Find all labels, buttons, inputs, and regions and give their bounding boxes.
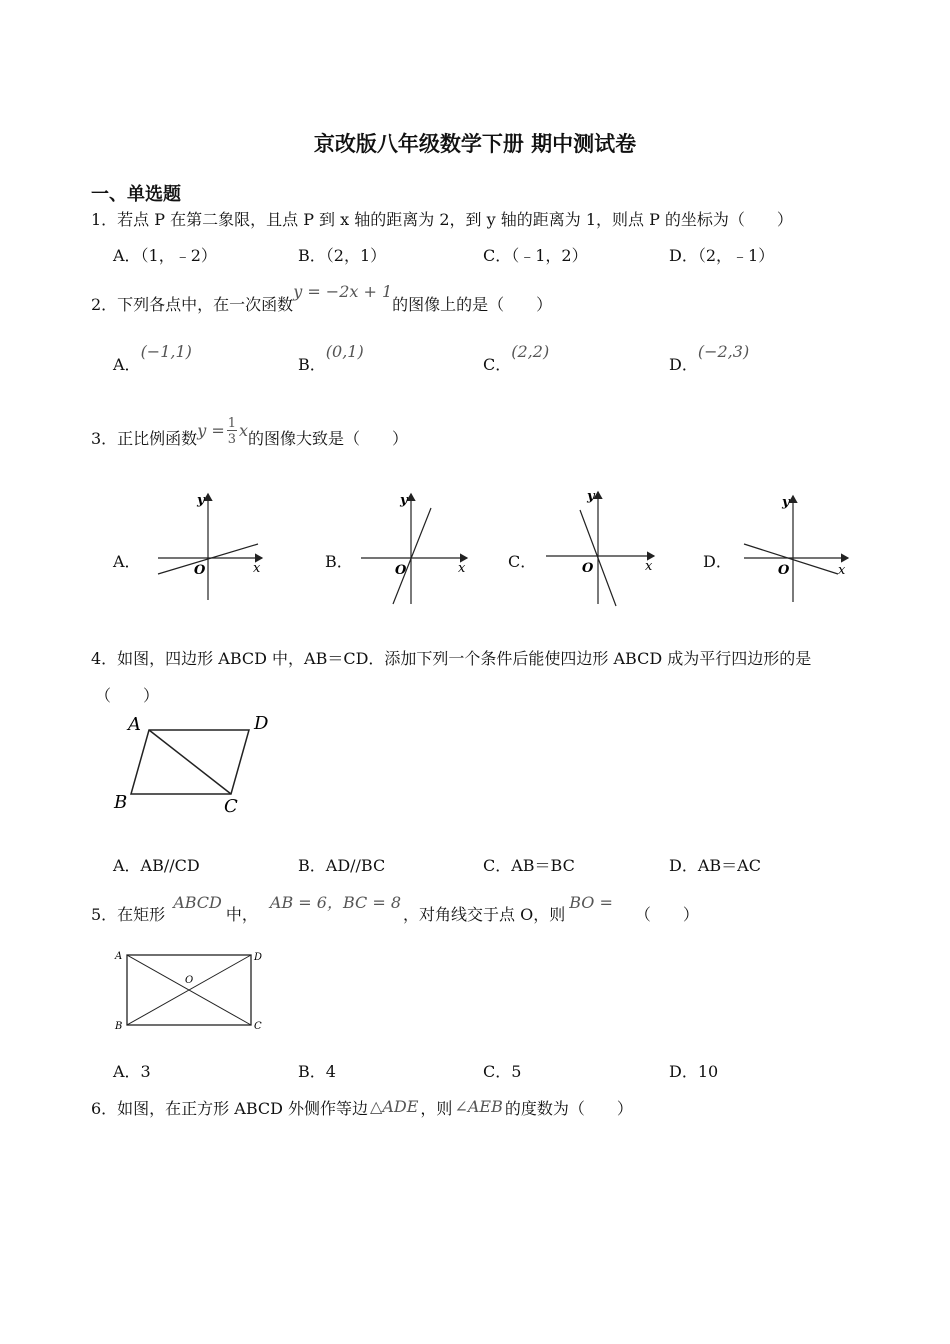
formula-lhs: y = [197, 421, 225, 440]
question-6-stem-mid: ，则 [420, 1099, 453, 1118]
question-5-stem [91, 893, 699, 925]
function-line [744, 544, 838, 574]
question-3-option-a-label: A． [113, 552, 141, 571]
question-2-option-c [483, 342, 550, 375]
vertex-b-label: B [115, 1021, 123, 1032]
question-2-option-d [669, 342, 750, 375]
y-axis-label: y [587, 489, 595, 504]
question-6-stem [91, 1096, 633, 1119]
vertex-d-label: D [254, 952, 263, 963]
question-2-formula: y = −2x + 1 [293, 282, 393, 301]
vertex-b-label: B [114, 792, 128, 813]
question-3-option-b-label: B． [325, 552, 353, 571]
question-3-graph-b [355, 486, 475, 608]
question-3-formula [197, 416, 249, 447]
question-3-graph-c [542, 484, 662, 608]
question-3-graph-d [738, 488, 858, 606]
question-2-stem-pre: 2．下列各点中，在一次函数 [91, 295, 294, 314]
vertex-c-label: C [224, 796, 238, 817]
origin-label: O [582, 561, 594, 576]
fraction-denominator: 3 [227, 432, 236, 447]
question-5-option-d: D．10 [669, 1062, 719, 1081]
page-title: 京改版八年级数学下册 期中测试卷 [313, 132, 637, 156]
vertex-d-label: D [254, 713, 269, 734]
origin-label: O [194, 563, 206, 578]
option-value: (0,1) [325, 342, 364, 361]
center-o-label: O [185, 975, 194, 986]
question-3-stem-post: 的图像大致是（ ） [248, 429, 409, 448]
option-label: B． [298, 355, 326, 374]
question-5-answer-paren: （ ） [634, 905, 699, 924]
question-1-stem: 1．若点 P 在第二象限，且点 P 到 x 轴的距离为 2，到 y 轴的距离为 1，则点 P 的坐标为（ ） [91, 210, 793, 229]
question-3-stem [91, 416, 409, 454]
section-heading: 一、单选题 [91, 184, 181, 205]
question-4-stem: 4．如图，四边形 ABCD 中，AB＝CD．添加下列一个条件后能使四边形 ABCD 成为平行四边形的是 [91, 649, 812, 668]
x-axis-label: x [838, 563, 846, 578]
question-5-math-sides: AB = 6，BC = 8 [269, 893, 402, 912]
x-axis-label: x [645, 559, 653, 574]
x-axis-label: x [253, 561, 261, 576]
question-5-option-c: C．5 [483, 1062, 522, 1081]
x-axis-label: x [458, 561, 466, 576]
y-axis-label: y [197, 493, 205, 508]
question-1-option-d: D．（2，﹣1） [669, 246, 775, 265]
question-4-answer-paren: （ ） [95, 686, 160, 705]
question-4-figure [108, 708, 278, 818]
fraction-numerator: 1 [227, 416, 236, 431]
question-5-math-bo: BO = [569, 893, 613, 912]
question-5-option-b: B．4 [298, 1062, 336, 1081]
vertex-a-label: A [115, 951, 123, 962]
question-5-stem-mid: 中， [225, 905, 258, 924]
option-value: (−1,1) [140, 342, 192, 361]
origin-label: O [778, 563, 790, 578]
question-6-stem-post: 的度数为（ ） [504, 1099, 633, 1118]
question-4-option-a: A．AB//CD [113, 856, 200, 875]
question-6-math-angle: ∠AEB [454, 1097, 503, 1116]
formula-fraction [227, 417, 237, 446]
question-3-graph-a [150, 486, 270, 604]
question-1-option-a: A．（1，﹣2） [113, 246, 217, 265]
y-axis-label: y [782, 495, 790, 510]
option-value: (2,2) [511, 342, 550, 361]
question-3-stem-pre: 3．正比例函数 [91, 429, 198, 448]
question-5-stem-pre: 5．在矩形 [91, 905, 166, 924]
question-5-math-abcd: ABCD [173, 893, 222, 912]
question-5-option-a: A．3 [113, 1062, 151, 1081]
question-4-option-b: B．AD//BC [298, 856, 386, 875]
origin-label: O [395, 563, 407, 578]
question-5-figure [110, 945, 270, 1035]
question-1-option-c: C．（﹣1，2） [483, 246, 588, 265]
question-2-option-a [113, 342, 192, 375]
vertex-a-label: A [128, 714, 141, 735]
question-5-stem-mid2: ，对角线交于点 O，则 [403, 905, 566, 924]
question-4-option-d: D．AB＝AC [669, 856, 761, 875]
formula-variable: x [239, 421, 249, 440]
option-value: (−2,3) [697, 342, 750, 361]
question-4-option-c: C．AB＝BC [483, 856, 575, 875]
y-axis-label: y [400, 493, 408, 508]
function-line [393, 508, 431, 604]
vertex-c-label: C [254, 1021, 262, 1032]
question-3-option-c-label: C． [508, 552, 537, 571]
question-1-option-b: B．（2，1） [298, 246, 387, 265]
question-3-option-d-label: D． [703, 552, 732, 571]
question-2-stem [91, 282, 553, 315]
question-6-stem-pre: 6．如图，在正方形 ABCD 外侧作等边 [91, 1099, 369, 1118]
diagonal-ac [149, 730, 231, 794]
question-2-stem-post: 的图像上的是（ ） [392, 295, 553, 314]
option-label: D． [669, 355, 698, 374]
question-2-option-b [298, 342, 364, 375]
option-label: A． [113, 355, 141, 374]
option-label: C． [483, 355, 512, 374]
question-6-math-triangle: △ADE [370, 1097, 419, 1116]
